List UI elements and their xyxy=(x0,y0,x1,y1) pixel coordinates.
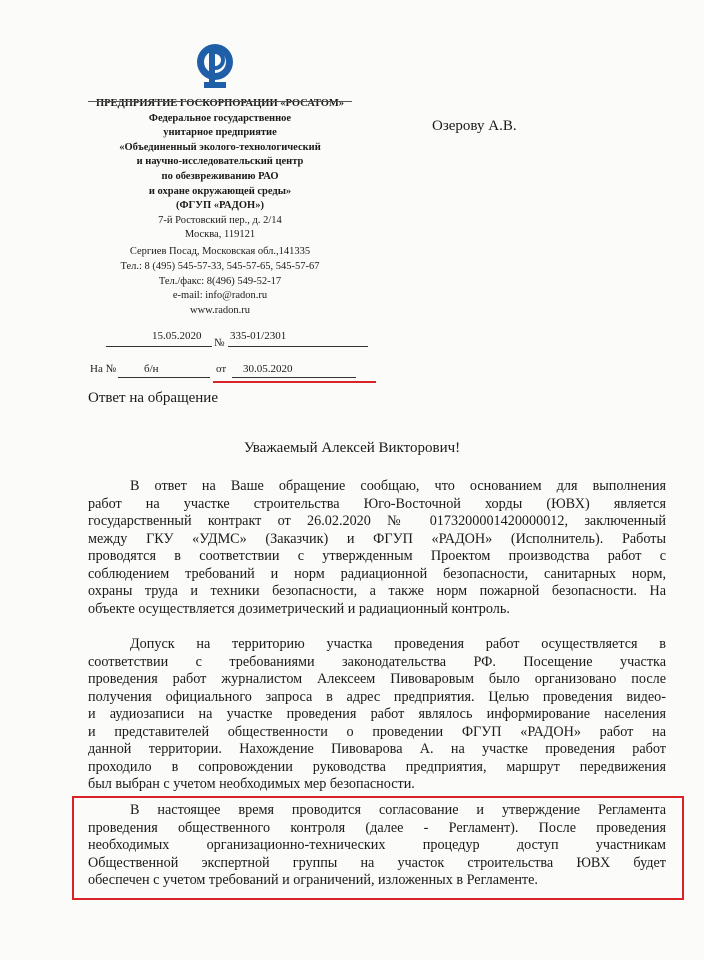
text-line: проведения общественного контроля (далее - Регламент). После проведения xyxy=(88,819,666,836)
letterhead-line: ПРЕДПРИЯТИЕ ГОСКОРПОРАЦИИ «РОСАТОМ» xyxy=(95,98,345,109)
letter-subject: Ответ на обращение xyxy=(88,390,218,406)
text-line: В настоящее время проводится согласование и утверждение Регламента xyxy=(130,802,666,818)
radon-logo-icon xyxy=(192,40,238,92)
text-line: между ГКУ «УДМС» (Заказчик) и ФГУП «РАДОН» (Исполнитель). Работы xyxy=(88,530,666,547)
letterhead-rule xyxy=(88,101,352,102)
text-line: и представителей общественности о проведении ФГУП «РАДОН» работ на xyxy=(88,723,666,740)
letterhead-line: Тел.: 8 (495) 545-57-33, 545-57-65, 545-57-67 xyxy=(120,261,320,272)
text-line: был выбран с учетом необходимых мер безопасности. xyxy=(88,776,415,792)
ref-underline xyxy=(118,377,210,378)
text-line: обеспечен с учетом требований и ограничений, изложенных в Регламенте. xyxy=(88,872,538,888)
from-label: от xyxy=(216,363,227,375)
letterhead-line: 7-й Ростовский пер., д. 2/14 xyxy=(158,214,282,226)
red-highlight-box xyxy=(72,796,684,900)
recipient: Озерову А.В. xyxy=(432,118,517,134)
text-line: государственный контракт от 26.02.2020 № 0173200001420000012, заключенный xyxy=(88,513,666,529)
date-underline xyxy=(106,346,212,347)
text-line: соблюдением требований и норм радиационной безопасности, санитарных норм, xyxy=(88,565,666,582)
letterhead-line: унитарное предприятие xyxy=(163,127,277,139)
from-underline xyxy=(232,377,356,378)
text-line: Общественной экспертной группы на участок строительства ЮВХ будет xyxy=(88,854,666,871)
number-underline xyxy=(228,346,368,347)
text-line: объекте осуществляется дозиметрический и радиационный контроль. xyxy=(88,600,510,617)
ref-value: б/н xyxy=(144,363,159,375)
letterhead-line: по обезвреживанию РАО xyxy=(161,171,279,182)
from-value: 30.05.2020 xyxy=(243,363,293,375)
letterhead-line: и научно-исследовательский центр xyxy=(136,156,304,168)
letterhead-line: Москва, 119121 xyxy=(184,229,256,241)
text-line: В ответ на Ваше обращение сообщаю, что основанием для выполнения xyxy=(130,478,666,494)
number-label: № xyxy=(214,337,225,349)
text-line: проводятся в соответствии с утвержденным Проектом производства работ с xyxy=(88,548,666,564)
text-line: охраны труда и техники безопасности, а также норм пожарной безопасности. На xyxy=(88,583,666,599)
text-line: необходимых организационно-технических процедур доступ участникам xyxy=(88,837,666,853)
outgoing-date: 15.05.2020 xyxy=(152,330,202,342)
text-line: соответствии с требованиями законодательства РФ. Посещение участка xyxy=(88,653,666,670)
letterhead-line: Сергиев Посад, Московская обл.,141335 xyxy=(129,246,311,258)
red-underline-mark xyxy=(213,381,376,383)
letterhead-line[interactable]: www.radon.ru xyxy=(190,304,250,316)
text-line: и аудиозаписи на участке проведения работ являлось информирование населения xyxy=(88,706,666,722)
paragraph-1 xyxy=(88,478,666,618)
text-line: получения официального запроса в адрес предприятия. Целью проведения видео- xyxy=(88,688,666,705)
text-line: проходило в сопровождении руководства предприятия, маршрут передвижения xyxy=(88,758,666,775)
text-line: работ на участке строительства Юго-Восточной хорды (ЮВХ) является xyxy=(88,495,666,512)
ref-label: На № xyxy=(90,363,117,375)
paragraph-2 xyxy=(88,636,666,794)
letterhead-line: «Объединенный эколого-технологический xyxy=(119,141,321,153)
letterhead-line: и охране окружающей среды» xyxy=(148,185,292,197)
outgoing-number: 335-01/2301 xyxy=(230,330,287,342)
text-line: данной территории. Нахождение Пивоварова А. на участке проведения работ xyxy=(88,741,666,757)
letterhead-line: (ФГУП «РАДОН») xyxy=(176,200,264,212)
text-line: проведения работ журналистом Алексеем Пивоваровым было организовано после xyxy=(88,671,666,687)
letterhead-line[interactable]: e-mail: info@radon.ru xyxy=(172,290,268,302)
salutation: Уважаемый Алексей Викторович! xyxy=(243,440,461,456)
letterhead-line: Федеральное государственное xyxy=(148,112,292,124)
letterhead-line: Тел./факс: 8(496) 549-52-17 xyxy=(158,275,282,287)
text-line: Допуск на территорию участка проведения работ осуществляется в xyxy=(130,636,666,652)
